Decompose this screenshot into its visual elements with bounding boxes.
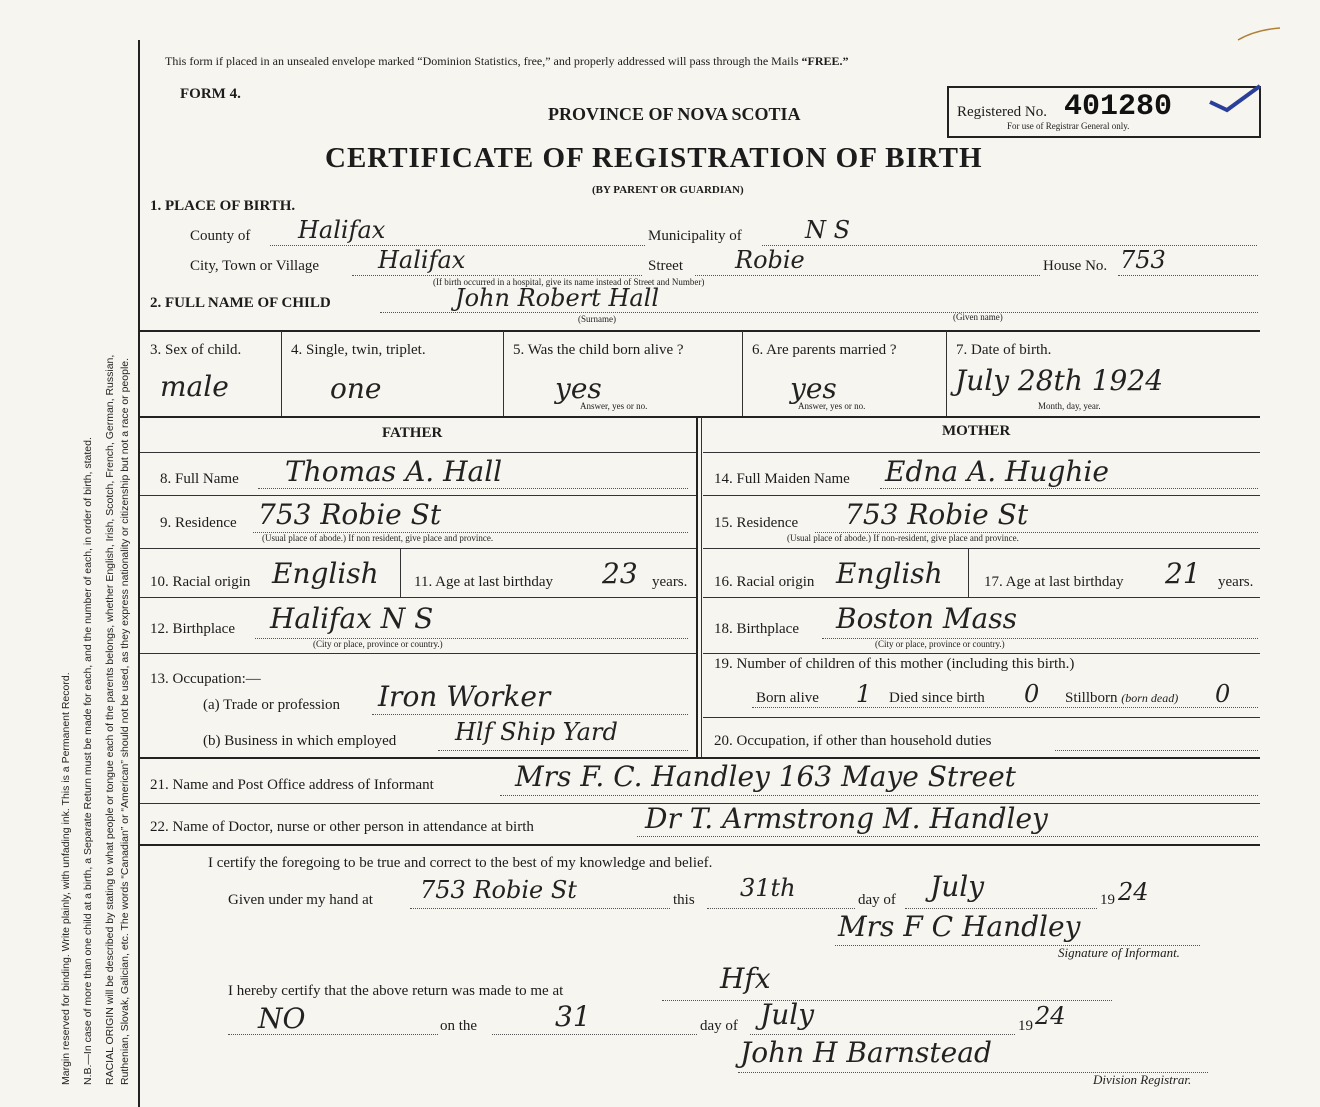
father-birthplace-note: (City or place, province or country.)	[313, 639, 443, 649]
pencil-mark-icon	[1235, 25, 1285, 45]
mother-name-label: 14. Full Maiden Name	[714, 471, 850, 487]
father-racial-value: English	[272, 557, 379, 590]
stillborn-note: (born dead)	[1121, 691, 1179, 705]
informant-value: Mrs F. C. Handley 163 Maye Street	[515, 760, 1016, 793]
registrar-signature: John H Barnstead	[740, 1036, 992, 1069]
father-birthplace-label: 12. Birthplace	[150, 621, 235, 637]
informant-signature: Mrs F C Handley	[838, 910, 1081, 943]
father-trade-label: (a) Trade or profession	[203, 697, 341, 713]
place-heading: 1. PLACE OF BIRTH.	[150, 198, 296, 214]
mail-notice: This form if placed in an unsealed envelope marked “Dominion Statistics, free,” and properly addressed will pass through the Mails “FREE.”	[165, 54, 849, 68]
street-label: Street	[648, 258, 683, 274]
born-alive-value: 1	[856, 680, 872, 708]
father-business-value: Hlf Ship Yard	[455, 718, 618, 746]
certificate-title: CERTIFICATE OF REGISTRATION OF BIRTH	[325, 142, 983, 174]
registrar-number-value: NO	[258, 1002, 306, 1035]
mother-birthplace-value: Boston Mass	[836, 602, 1017, 635]
mother-racial-label: 16. Racial origin	[714, 574, 815, 590]
stillborn-value: 0	[1215, 680, 1231, 708]
mother-age-value: 21	[1165, 557, 1201, 590]
mother-years-label: years.	[1218, 574, 1254, 590]
father-name-value: Thomas A. Hall	[285, 455, 503, 488]
registrar-year-prefix: 19	[1018, 1018, 1033, 1034]
mother-residence-note: (Usual place of abode.) If non-resident, give place and province.	[787, 533, 1019, 543]
married-label: 6. Are parents married ?	[752, 342, 897, 358]
house-label: House No.	[1043, 258, 1108, 274]
registrar-month-value: July	[760, 998, 815, 1031]
father-racial-label: 10. Racial origin	[150, 574, 251, 590]
given-day-of-label: day of	[858, 892, 896, 908]
given-under-label: Given under my hand at	[228, 892, 373, 908]
father-residence-note: (Usual place of abode.) If non resident, give place and province.	[262, 533, 494, 543]
mother-children-label: 19. Number of children of this mother (including this birth.)	[714, 656, 1075, 672]
father-age-label: 11. Age at last birthday	[414, 574, 553, 590]
hospital-note: (If birth occurred in a hospital, give its name instead of Street and Number)	[433, 277, 705, 287]
sex-label: 3. Sex of child.	[150, 342, 242, 358]
alive-value: yes	[555, 372, 602, 405]
married-note: Answer, yes or no.	[798, 401, 866, 411]
father-years-label: years.	[652, 574, 688, 590]
mother-occupation-label: 20. Occupation, if other than household duties	[714, 733, 992, 749]
municipality-value: N S	[805, 216, 851, 244]
father-residence-label: 9. Residence	[160, 515, 237, 531]
mother-residence-value: 753 Robie St	[845, 498, 1029, 531]
alive-label: 5. Was the child born alive ?	[513, 342, 684, 358]
given-year-prefix: 19	[1100, 892, 1115, 908]
died-label: Died since birth	[889, 690, 985, 706]
city-value: Halifax	[378, 246, 466, 274]
father-birthplace-value: Halifax N S	[270, 602, 434, 635]
division-registrar-label: Division Registrar.	[1093, 1072, 1192, 1087]
registrar-on-the-label: on the	[440, 1018, 478, 1034]
registrar-year-value: 24	[1035, 1002, 1066, 1030]
form-number: FORM 4.	[180, 86, 241, 102]
informant-label: 21. Name and Post Office address of Informant	[150, 777, 434, 793]
registered-label: Registered No.	[957, 104, 1047, 120]
city-label: City, Town or Village	[190, 258, 320, 274]
registrar-day-of-label: day of	[700, 1018, 738, 1034]
certificate-subtitle: (BY PARENT OR GUARDIAN)	[592, 184, 744, 196]
father-residence-value: 753 Robie St	[258, 498, 442, 531]
born-alive-label: Born alive	[756, 690, 819, 706]
father-trade-value: Iron Worker	[378, 680, 551, 713]
margin-note-racial-origin-1: RACIAL ORIGIN will be described by stating to what people or tongue each of the parents belongs, whether English, Irish, Scotch, French, German, Russian,	[104, 354, 116, 1085]
date-label: 7. Date of birth.	[956, 342, 1052, 358]
mother-name-value: Edna A. Hughie	[885, 455, 1109, 488]
given-place-value: 753 Robie St	[420, 876, 577, 904]
mother-racial-value: English	[836, 557, 943, 590]
registered-number: 401280	[1064, 90, 1173, 124]
registrar-use-note: For use of Registrar General only.	[1007, 121, 1130, 131]
check-mark-icon	[1205, 80, 1265, 120]
alive-note: Answer, yes or no.	[580, 401, 648, 411]
given-name-note: (Given name)	[953, 312, 1003, 322]
date-value: July 28th 1924	[955, 364, 1164, 397]
plurality-label: 4. Single, twin, triplet.	[291, 342, 426, 358]
father-occupation-label: 13. Occupation:—	[150, 671, 261, 687]
given-this-label: this	[673, 892, 695, 908]
mother-birthplace-note: (City or place, province or country.)	[875, 639, 1005, 649]
mother-birthplace-label: 18. Birthplace	[714, 621, 799, 637]
county-value: Halifax	[298, 216, 386, 244]
mother-heading: MOTHER	[942, 423, 1011, 439]
father-name-label: 8. Full Name	[160, 471, 239, 487]
sex-value: male	[160, 370, 229, 403]
margin-note-binding: Margin reserved for binding. Write plainly, with unfading ink. This is a Permanent Record.	[60, 672, 72, 1085]
mother-age-label: 17. Age at last birthday	[984, 574, 1124, 590]
doctor-label: 22. Name of Doctor, nurse or other person in attendance at birth	[150, 819, 534, 835]
plurality-value: one	[330, 372, 382, 405]
father-business-label: (b) Business in which employed	[203, 733, 397, 749]
married-value: yes	[790, 372, 837, 405]
registrar-place-value: Hfx	[720, 962, 771, 995]
margin-note-racial-origin-2: Ruthenian, Slovak, Galician, etc. The words “Canadian” or “American” should not be used, as they express nationality or citizenship but not a race or people.	[119, 357, 131, 1085]
county-label: County of	[190, 228, 251, 244]
street-value: Robie	[735, 246, 805, 274]
informant-signature-label: Signature of Informant.	[1058, 945, 1180, 960]
doctor-value: Dr T. Armstrong M. Handley	[645, 802, 1048, 835]
mail-free: “FREE.”	[801, 54, 849, 68]
mother-residence-label: 15. Residence	[714, 515, 799, 531]
father-age-value: 23	[602, 557, 638, 590]
child-name-value: John Robert Hall	[455, 284, 660, 312]
province-title: PROVINCE OF NOVA SCOTIA	[548, 104, 801, 124]
margin-note-multiple-births: N.B.—In case of more than one child at a birth, a Separate Return must be made for each, and the number of each, in order of birth, stated.	[82, 437, 94, 1085]
registrar-day-value: 31	[555, 1000, 591, 1033]
stillborn-label: Stillborn (born dead)	[1065, 690, 1179, 706]
date-note: Month, day, year.	[1038, 401, 1101, 411]
child-name-label: 2. FULL NAME OF CHILD	[150, 295, 331, 311]
municipality-label: Municipality of	[648, 228, 742, 244]
died-value: 0	[1024, 680, 1040, 708]
given-month-value: July	[930, 870, 985, 903]
father-heading: FATHER	[382, 425, 443, 441]
margin-border	[138, 40, 140, 1107]
registrar-statement: I hereby certify that the above return was made to me at	[228, 983, 564, 999]
surname-note: (Surname)	[578, 314, 616, 324]
house-value: 753	[1120, 246, 1166, 274]
given-year-value: 24	[1118, 878, 1149, 906]
certify-statement: I certify the foregoing to be true and correct to the best of my knowledge and belief.	[208, 855, 713, 871]
given-day-value: 31th	[740, 874, 796, 902]
